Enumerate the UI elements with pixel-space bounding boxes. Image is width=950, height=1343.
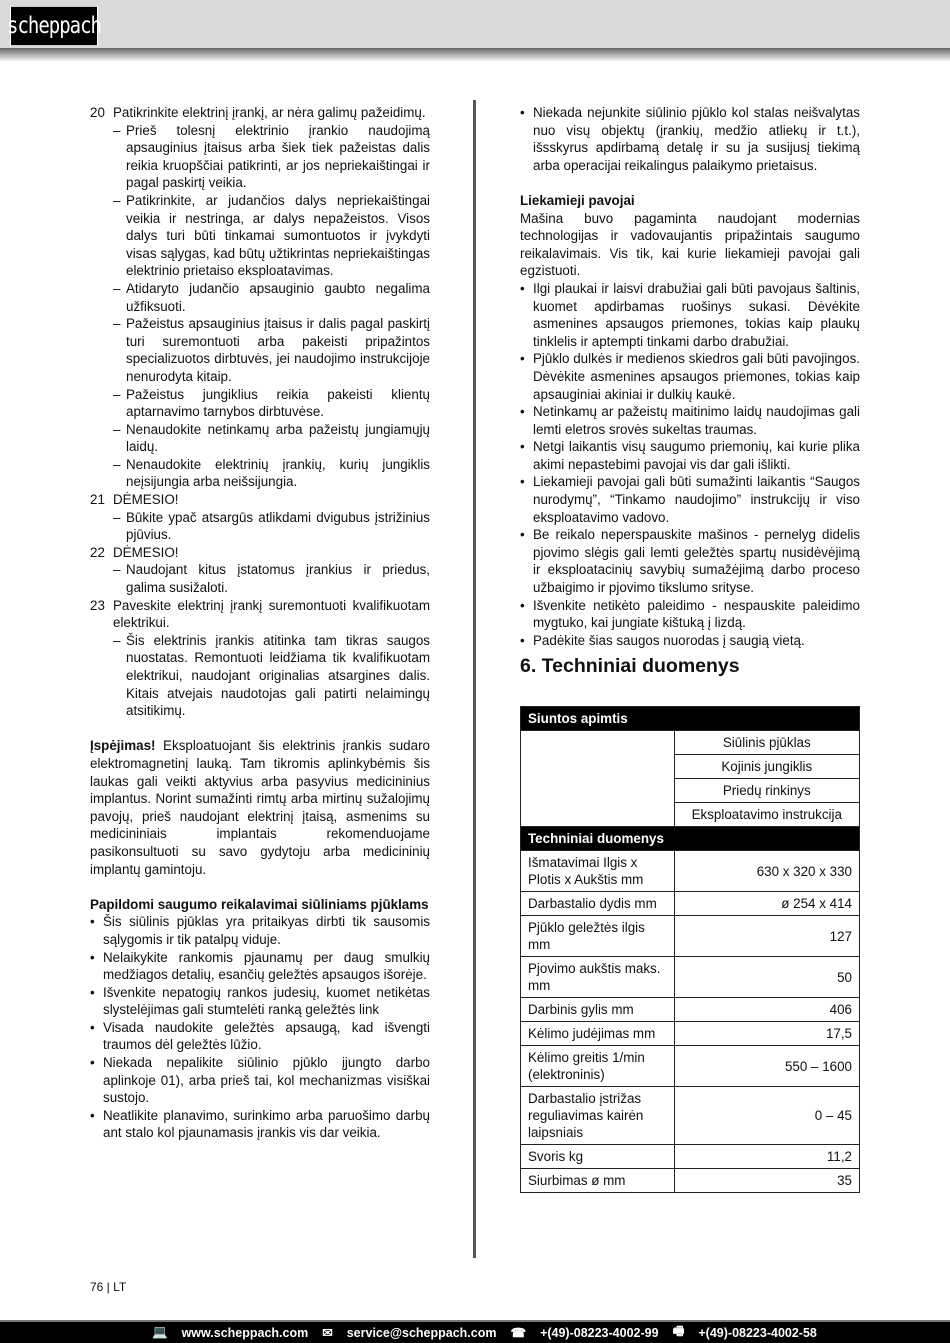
scheppach-logo: scheppach — [10, 6, 98, 47]
bullet-marker: • — [520, 474, 525, 490]
spec-value: 127 — [674, 916, 859, 957]
header-bar — [0, 0, 950, 48]
item-text: DĖMESIO! — [113, 492, 179, 508]
column-divider — [473, 100, 476, 1258]
scope-item: Priedų rinkinys — [674, 779, 859, 803]
spec-value: 630 x 320 x 330 — [674, 851, 859, 892]
bullet-item — [90, 913, 430, 948]
spec-label: Pjovimo aukštis maks. mm — [521, 957, 675, 998]
bullet-item — [520, 597, 860, 632]
bullet-text: Netgi laikantis visų saugumo priemonių, kai kurie plika akimi nepastebimi pavojai vis dar gali išlikti. — [533, 439, 860, 472]
item-number: 21 — [90, 492, 105, 508]
item-text: Patikrinkite elektrinį įrankį, ar nėra galimų pažeidimų. — [113, 105, 426, 120]
bullet-item — [90, 1054, 430, 1107]
dash-marker: – — [113, 386, 121, 402]
phone-icon: ☎ — [510, 1326, 527, 1340]
bullet-marker: • — [520, 632, 525, 648]
dash-item — [113, 421, 430, 456]
dash-text: Būkite ypač atsargūs atlikdami dvigubus įstrižinius pjūvius. — [126, 509, 430, 543]
dash-item — [113, 280, 430, 315]
spacer — [90, 878, 430, 896]
footer-web[interactable]: www.scheppach.com — [181, 1325, 309, 1340]
dash-marker: – — [113, 316, 121, 332]
bullet-marker: • — [520, 597, 525, 613]
bullet-text: Nelaikykite rankomis pjaunamų per daug smulkių medžiagos detalių, esančių geležtės apsaugos išorėje. — [103, 949, 430, 983]
bullet-text: Ilgi plaukai ir laisvi drabužiai gali būti pavojaus šaltinis, kuomet apdirbamas ruošinys sukasi. Dėvėkite asmenines apsaugos priemones, tokias kaip plaukų tinklelis ir aptempti tinkami darbo drabužiai. — [533, 280, 860, 349]
dash-item — [113, 561, 430, 596]
dash-marker: – — [113, 632, 121, 648]
numbered-item — [90, 104, 430, 122]
footer-fax: +(49)-08223-4002-58 — [698, 1325, 817, 1340]
bullet-item — [520, 403, 860, 438]
bullet-marker: • — [520, 105, 525, 120]
spec-label: Kėlimo judėjimas mm — [521, 1022, 675, 1046]
bullet-marker: • — [90, 1107, 95, 1123]
bullet-marker: • — [90, 1019, 95, 1035]
table-row — [521, 892, 860, 916]
computer-icon: 💻 — [152, 1325, 168, 1339]
dash-marker: – — [113, 192, 121, 208]
spec-value: 35 — [674, 1169, 859, 1193]
bullet-text: Liekamieji pavojai gali būti sumažinti laikantis “Saugos nurodymų”, “Tinkamo naudojimo” instrukcijų ir viso eksploatavimo vadovo. — [533, 474, 860, 525]
spec-value: 17,5 — [674, 1022, 859, 1046]
spec-label: Siurbimas ø mm — [521, 1169, 675, 1193]
table-row — [521, 1169, 860, 1193]
dash-item — [113, 386, 430, 421]
header-shadow — [0, 48, 950, 62]
bullet-marker: • — [90, 1055, 95, 1071]
dash-item — [113, 122, 430, 192]
section-heading: Liekamieji pavojai — [520, 192, 635, 208]
dash-marker: – — [113, 122, 121, 138]
dash-text: Pažeistus apsauginius įtaisus ir dalis pagal paskirtį turi suremontuoti arba pakeisti pripažintos specializuotos dirbtuvės, jei naudojimo instrukcijoje nenurodyta kitaip. — [126, 316, 430, 384]
table-row — [521, 957, 860, 998]
spec-value: 50 — [674, 957, 859, 998]
scope-item: Eksploatavimo instrukcija — [674, 803, 859, 827]
scope-row — [521, 731, 860, 755]
bullet-marker: • — [520, 404, 525, 420]
numbered-item — [90, 491, 430, 509]
dash-text: Nenaudokite elektrinių įrankių, kurių jungiklis neįsijungia arba neišsijungia. — [126, 456, 430, 490]
item-number: 22 — [90, 544, 105, 560]
bullet-item — [520, 350, 860, 403]
dash-marker: – — [113, 456, 121, 472]
bullet-text: Pjūklo dulkės ir medienos skiedros gali būti pavojingos. Dėvėkite asmenines apsaugos priemones, tokias kaip apsauginiai akiniai ir dulkių kaukė. — [533, 351, 860, 402]
dash-text: Šis elektrinis įrankis atitinka tam tikras saugos nuostatas. Remontuoti leidžiama tik kvalifikuotam elektrikui, naudojant originalias atsargines dalis. Kitais atvejais naudotojas gali patirti nelaimingų atsitikimų. — [126, 632, 430, 719]
bullet-text: Visada naudokite geležtės apsaugą, kad išvengti traumos dėl geležtės lūžio. — [103, 1019, 430, 1053]
bullet-item — [520, 280, 860, 350]
bullet-text: Niekada nejunkite siūlinio pjūklo kol stalas neišvalytas nuo visų objektų (įrankių, medžio atliekų ir t.t.), išsskyrus apdirbamą detalę ir su ja susijusį tiekimą arba operacijai reikalingus palaikymo prietaisus. — [533, 105, 860, 173]
table-row — [521, 851, 860, 892]
bullet-marker: • — [90, 914, 95, 930]
bullet-item — [90, 1107, 430, 1142]
bullet-item — [520, 473, 860, 526]
dash-text: Atidaryto judančio apsauginio gaubto negalima užfiksuoti. — [126, 280, 430, 314]
spec-value: 406 — [674, 998, 859, 1022]
footer-email[interactable]: service@scheppach.com — [346, 1325, 497, 1340]
table-row — [521, 916, 860, 957]
dash-text: Nenaudokite netinkamų arba pažeistų jungiamųjų laidų. — [126, 421, 430, 455]
fax-icon: 🖷 — [672, 1324, 685, 1338]
bullet-text: Išvenkite netikėto paleidimo - nespauskite paleidimo mygtuko, kai jungiate kištuką į lizdą. — [533, 597, 860, 631]
spacer — [90, 720, 430, 738]
dash-item — [113, 315, 430, 385]
bullet-item — [90, 1019, 430, 1054]
bullet-text: Netinkamų ar pažeistų maitinimo laidų naudojimas gali lemti eletros srovės sukeltas traumas. — [533, 404, 860, 437]
bullet-marker: • — [520, 527, 525, 543]
bullet-item — [520, 526, 860, 596]
bullet-item — [520, 438, 860, 473]
bullet-item — [520, 104, 860, 174]
numbered-item — [90, 597, 430, 632]
right-column — [520, 104, 860, 1193]
spacer — [520, 174, 860, 192]
dash-text: Patikrinkite, ar judančios dalys nepriekaištingai veikia ir nestringa, ar dalys nepažeistos. Visos dalys turi būti tinkamai sumontuotos ir įvykdyti visas sąlygas, kad būtų užtikrintas nepriekaištingas elektrinio prietaiso eksploatavimas. — [126, 192, 430, 279]
residual-intro: Mašina buvo pagaminta naudojant modernias technologijas ir vadovaujantis pripažintais saugumo reikalavimais. Vis tik, kai kurie liekamieji pavojai gali egzistuoti. — [520, 210, 860, 279]
bullet-marker: • — [520, 280, 525, 296]
left-column — [90, 104, 430, 1142]
dash-item — [113, 456, 430, 491]
spec-label: Išmatavimai Ilgis x Plotis x Aukštis mm — [521, 851, 675, 892]
dash-marker: – — [113, 562, 121, 578]
page-number: 76 | LT — [90, 1280, 127, 1294]
tech-header: Techniniai duomenys — [521, 827, 860, 851]
dash-text: Pažeistus jungiklius reikia pakeisti klientų aptarnavimo tarnybos dirbtuvėse. — [126, 386, 430, 420]
spec-value: 0 – 45 — [674, 1087, 859, 1145]
scope-item: Kojinis jungiklis — [674, 755, 859, 779]
section-title: 6. Techniniai duomenys — [520, 655, 740, 678]
table-row — [521, 1046, 860, 1087]
item-text: DĖMESIO! — [113, 544, 179, 560]
spec-value: 550 – 1600 — [674, 1046, 859, 1087]
table-row — [521, 1087, 860, 1145]
spec-label: Kėlimo greitis 1/min (elektroninis) — [521, 1046, 675, 1087]
scope-blank-cell — [521, 731, 675, 827]
bullet-marker: • — [520, 351, 525, 367]
dash-marker: – — [113, 421, 121, 437]
table-row — [521, 998, 860, 1022]
footer-bar — [0, 1320, 950, 1343]
item-number: 23 — [90, 597, 105, 613]
dash-marker: – — [113, 509, 121, 525]
bullet-item — [520, 632, 860, 650]
bullet-text: Neatlikite planavimo, surinkimo arba paruošimo darbų ant stalo kol pjaunamasis įrankis vis dar veikia. — [103, 1107, 430, 1141]
bullet-text: Padėkite šias saugos nuorodas į saugią vietą. — [533, 632, 805, 648]
table-row — [521, 1145, 860, 1169]
spec-value: 11,2 — [674, 1145, 859, 1169]
scope-header: Siuntos apimtis — [521, 707, 860, 731]
numbered-item — [90, 544, 430, 562]
bullet-item — [90, 949, 430, 984]
bullet-text: Be reikalo neperspauskite mašinos - pernelyg didelis pjovimo slėgis gali lemti geležtės spartų nusidėvėjimą ir eksploatacinių savybių sumažėjimą darbo proceso užbaigimo ir pjovimo tikslumo srityse. — [533, 527, 860, 596]
item-number: 20 — [90, 105, 105, 120]
table-row — [521, 1022, 860, 1046]
dash-text: Naudojant kitus įstatomus įrankius ir priedus, galima susižaloti. — [126, 562, 430, 596]
section-heading: Papildomi saugumo reikalavimai siūliniams pjūklams — [90, 896, 429, 912]
dash-item — [113, 632, 430, 720]
bullet-marker: • — [90, 984, 95, 1000]
dash-item — [113, 509, 430, 544]
item-text: Paveskite elektrinį įrankį suremontuoti kvalifikuotam elektrikui. — [113, 597, 430, 631]
table-header-row — [521, 707, 860, 731]
warning-text: Eksploatuojant šis elektrinis įrankis sudaro elektromagnetinį lauką. Tam tikromis aplinkybėmis šis laukas gali veikti aktyvius arba pasyvius medicininius implantus. Norint sumažinti rimtų arba mirtinų sužalojimų pavojų, prieš naudojant elektrinį įtaisą, asmenims su medicininiais implantais rekomenduojame pasikonsultuoti su savo gydytoju arba medicininių implantų gamintoju. — [90, 738, 430, 877]
bullet-text: Išvenkite nepatogių rankos judesių, kuomet netikėtas slystelėjimas gali stumtelėti ranką geležtės link — [103, 984, 430, 1018]
footer-phone: +(49)-08223-4002-99 — [540, 1325, 659, 1340]
bullet-marker: • — [90, 949, 95, 965]
tech-data-table — [520, 706, 860, 1193]
table-header-row — [521, 827, 860, 851]
dash-item — [113, 192, 430, 280]
spec-label: Darbastalio įstrižas reguliavimas kairėn laipsniais — [521, 1087, 675, 1145]
spec-label: Darbastalio dydis mm — [521, 892, 675, 916]
bullet-marker: • — [520, 439, 525, 455]
email-icon: ✉ — [322, 1326, 333, 1340]
spec-label: Pjūklo geležtės ilgis mm — [521, 916, 675, 957]
warning-label: Įspėjimas! — [90, 738, 156, 754]
warning-paragraph — [90, 737, 430, 878]
scope-item: Siūlinis pjūklas — [674, 731, 859, 755]
spec-label: Svoris kg — [521, 1145, 675, 1169]
dash-text: Prieš tolesnį elektrinio įrankio naudojimą apsauginius įtaisus arba šiek tiek pažeistas dalis reikia kruopščiai patikrinti, ar jos nepriekaištingai ir pagal paskirtį veikia. — [126, 122, 430, 191]
bullet-text: Niekada nepalikite siūlinio pjūklo įjungto darbo aplinkoje 01), arba prieš tai, kol mechanizmas visiškai sustojo. — [103, 1055, 430, 1106]
bullet-item — [90, 984, 430, 1019]
bullet-text: Šis siūlinis pjūklas yra pritaikyas dirbti tik sausomis sąlygomis ir tik patalpų viduje. — [103, 914, 430, 947]
dash-marker: – — [113, 280, 121, 296]
spec-label: Darbinis gylis mm — [521, 998, 675, 1022]
spec-value: ø 254 x 414 — [674, 892, 859, 916]
